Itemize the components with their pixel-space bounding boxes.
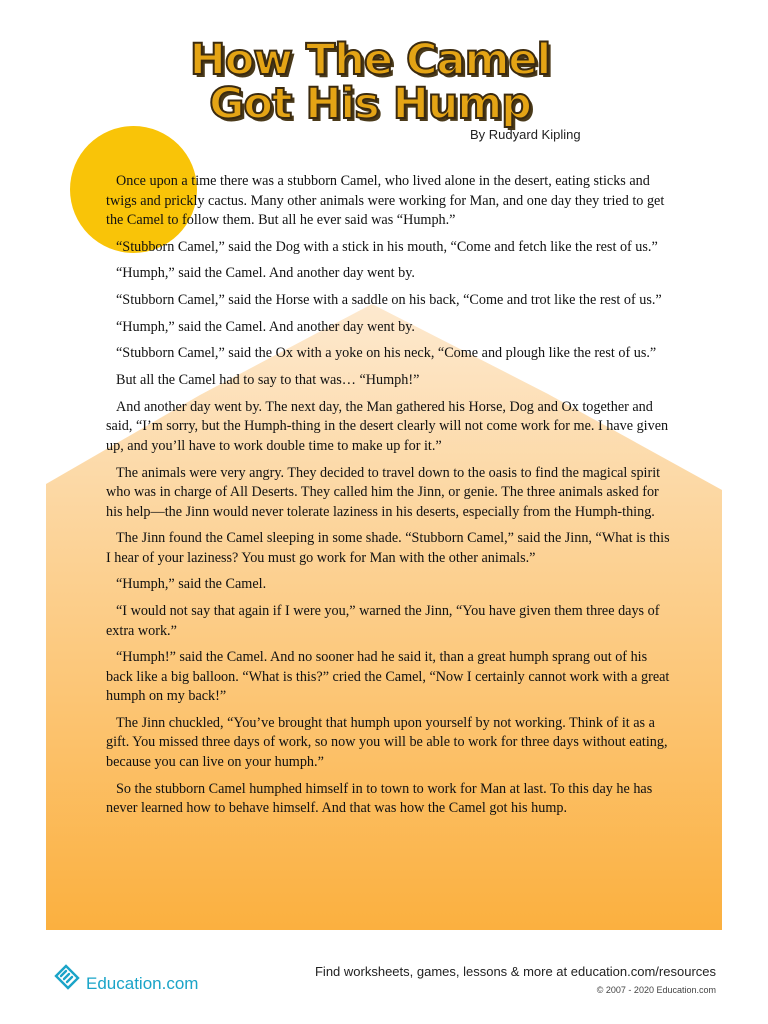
education-logo-text: Education.com [86,974,199,993]
footer-copyright: © 2007 - 2020 Education.com [596,985,716,995]
title-line-1: How The Camel [189,35,551,85]
paragraph: Once upon a time there was a stubborn Camel, who lived alone in the desert, eating sticks and twigs and prickly cactus. Many other animals were working for Man, and one day they tried to get the Camel to follow them. But all he ever said was “Humph.” [106,173,665,228]
paragraph: But all the Camel had to say to that was… “Humph!” [116,372,420,389]
paragraph: So the stubborn Camel humphed himself in to town to work for Man at last. To this day he has never learned how to behave himself. And that was how the Camel got his hump. [106,780,653,817]
education-logo-icon [52,962,82,992]
paragraph: The Jinn chuckled, “You’ve brought that humph upon yourself by not working. Think of it as a gift. You missed three days of work, so now you will be able to work for three days without eating, because you can live on your humph.” [106,714,668,770]
paragraph: “Humph,” said the Camel. And another day went by. [116,265,415,282]
education-logo[interactable] [52,960,198,994]
title-line-2: Got His Hump [209,79,531,129]
story-body [106,172,676,826]
paragraph: “Humph!” said the Camel. And no sooner had he said it, than a great humph sprang out of his back like a big balloon. “What is this?” cried the Camel, “Now I certainly cannot work with a great humph on my back!” [106,649,670,705]
paragraph: “Humph,” said the Camel. And another day went by. [116,318,415,335]
author-byline: By Rudyard Kipling [470,127,581,142]
page-title [150,35,590,129]
paragraph: “Stubborn Camel,” said the Dog with a stick in his mouth, “Come and fetch like the rest of us.” [116,238,658,255]
paragraph: “I would not say that again if I were you,” warned the Jinn, “You have given them three days of extra work.” [106,603,660,639]
footer-tagline: Find worksheets, games, lessons & more at education.com/resources [314,964,716,979]
paragraph: And another day went by. The next day, the Man gathered his Horse, Dog and Ox together and said, “I’m sorry, but the Humph-thing in the desert clearly will not come work for me. I have given up, and you’ll have to work double time to make up for it.” [106,398,669,454]
paragraph: The animals were very angry. They decided to travel down to the oasis to find the magical spirit who was in charge of All Deserts. They called him the Jinn, or genie. The three animals asked for his help—the Jinn would never tolerate laziness in his deserts, especially from the Humph-thing. [106,464,661,520]
paragraph: The Jinn found the Camel sleeping in some shade. “Stubborn Camel,” said the Jinn, “What is this I hear of your laziness? You must go work for Man with the other animals.” [106,530,670,566]
paragraph: “Humph,” said the Camel. [116,576,267,593]
paragraph: “Stubborn Camel,” said the Ox with a yoke on his neck, “Come and plough like the rest of us.” [116,345,657,362]
paragraph: “Stubborn Camel,” said the Horse with a saddle on his back, “Come and trot like the rest of us.” [116,292,662,309]
